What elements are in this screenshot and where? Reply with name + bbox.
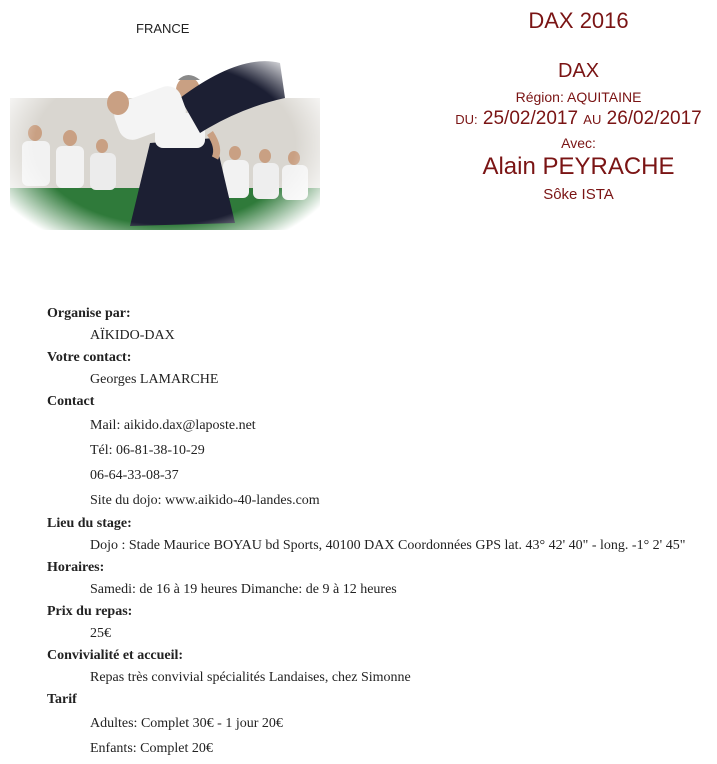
- region-label: Région:: [515, 89, 564, 105]
- region-value: AQUITAINE: [566, 89, 642, 105]
- meal-price-value: 25€: [90, 626, 111, 641]
- contact-person-label: Votre contact:: [47, 350, 132, 365]
- event-details: [47, 303, 717, 761]
- contact-phone-1: Tél: 06-81-38-10-29: [90, 443, 205, 458]
- event-photo: [10, 38, 320, 230]
- schedule-value: Samedi: de 16 à 19 heures Dimanche: de 9 à 12 heures: [90, 582, 397, 597]
- contact-phone-2: 06-64-33-08-37: [90, 468, 179, 483]
- venue-value: Dojo : Stade Maurice BOYAU bd Sports, 40100 DAX Coordonnées GPS lat. 43° 42' 40" - long. -1° 2' 45": [90, 538, 686, 553]
- organiser-value: AÏKIDO-DAX: [90, 328, 175, 343]
- fee-children: Enfants: Complet 20€: [90, 741, 213, 756]
- contact-website: Site du dojo: www.aikido-40-landes.com: [90, 493, 320, 508]
- event-dates: [440, 108, 717, 130]
- country-label: FRANCE: [136, 21, 190, 36]
- teacher-rank: Sôke ISTA: [543, 186, 614, 203]
- fee-label: Tarif: [47, 692, 77, 707]
- schedule-label: Horaires:: [47, 560, 105, 575]
- date-from: 25/02/2017: [482, 108, 579, 129]
- meal-price-label: Prix du repas:: [47, 604, 133, 619]
- event-city: DAX: [557, 60, 600, 82]
- organiser-label: Organise par:: [47, 306, 131, 321]
- fee-adults: Adultes: Complet 30€ - 1 jour 20€: [90, 716, 283, 731]
- social-value: Repas très convivial spécialités Landaises, chez Simonne: [90, 670, 411, 685]
- social-label: Convivialité et accueil:: [47, 648, 184, 663]
- contact-mail: Mail: aikido.dax@laposte.net: [90, 418, 256, 433]
- date-from-prefix: DU:: [455, 112, 478, 127]
- event-title: DAX 2016: [528, 8, 629, 33]
- contact-label: Contact: [47, 394, 95, 409]
- date-to-prefix: AU: [583, 112, 602, 127]
- venue-label: Lieu du stage:: [47, 516, 132, 531]
- date-to: 26/02/2017: [606, 108, 702, 129]
- teacher-name: Alain PEYRACHE: [482, 153, 675, 180]
- with-label: Avec:: [561, 135, 596, 151]
- contact-person-value: Georges LAMARCHE: [90, 372, 219, 387]
- event-region: [440, 89, 717, 105]
